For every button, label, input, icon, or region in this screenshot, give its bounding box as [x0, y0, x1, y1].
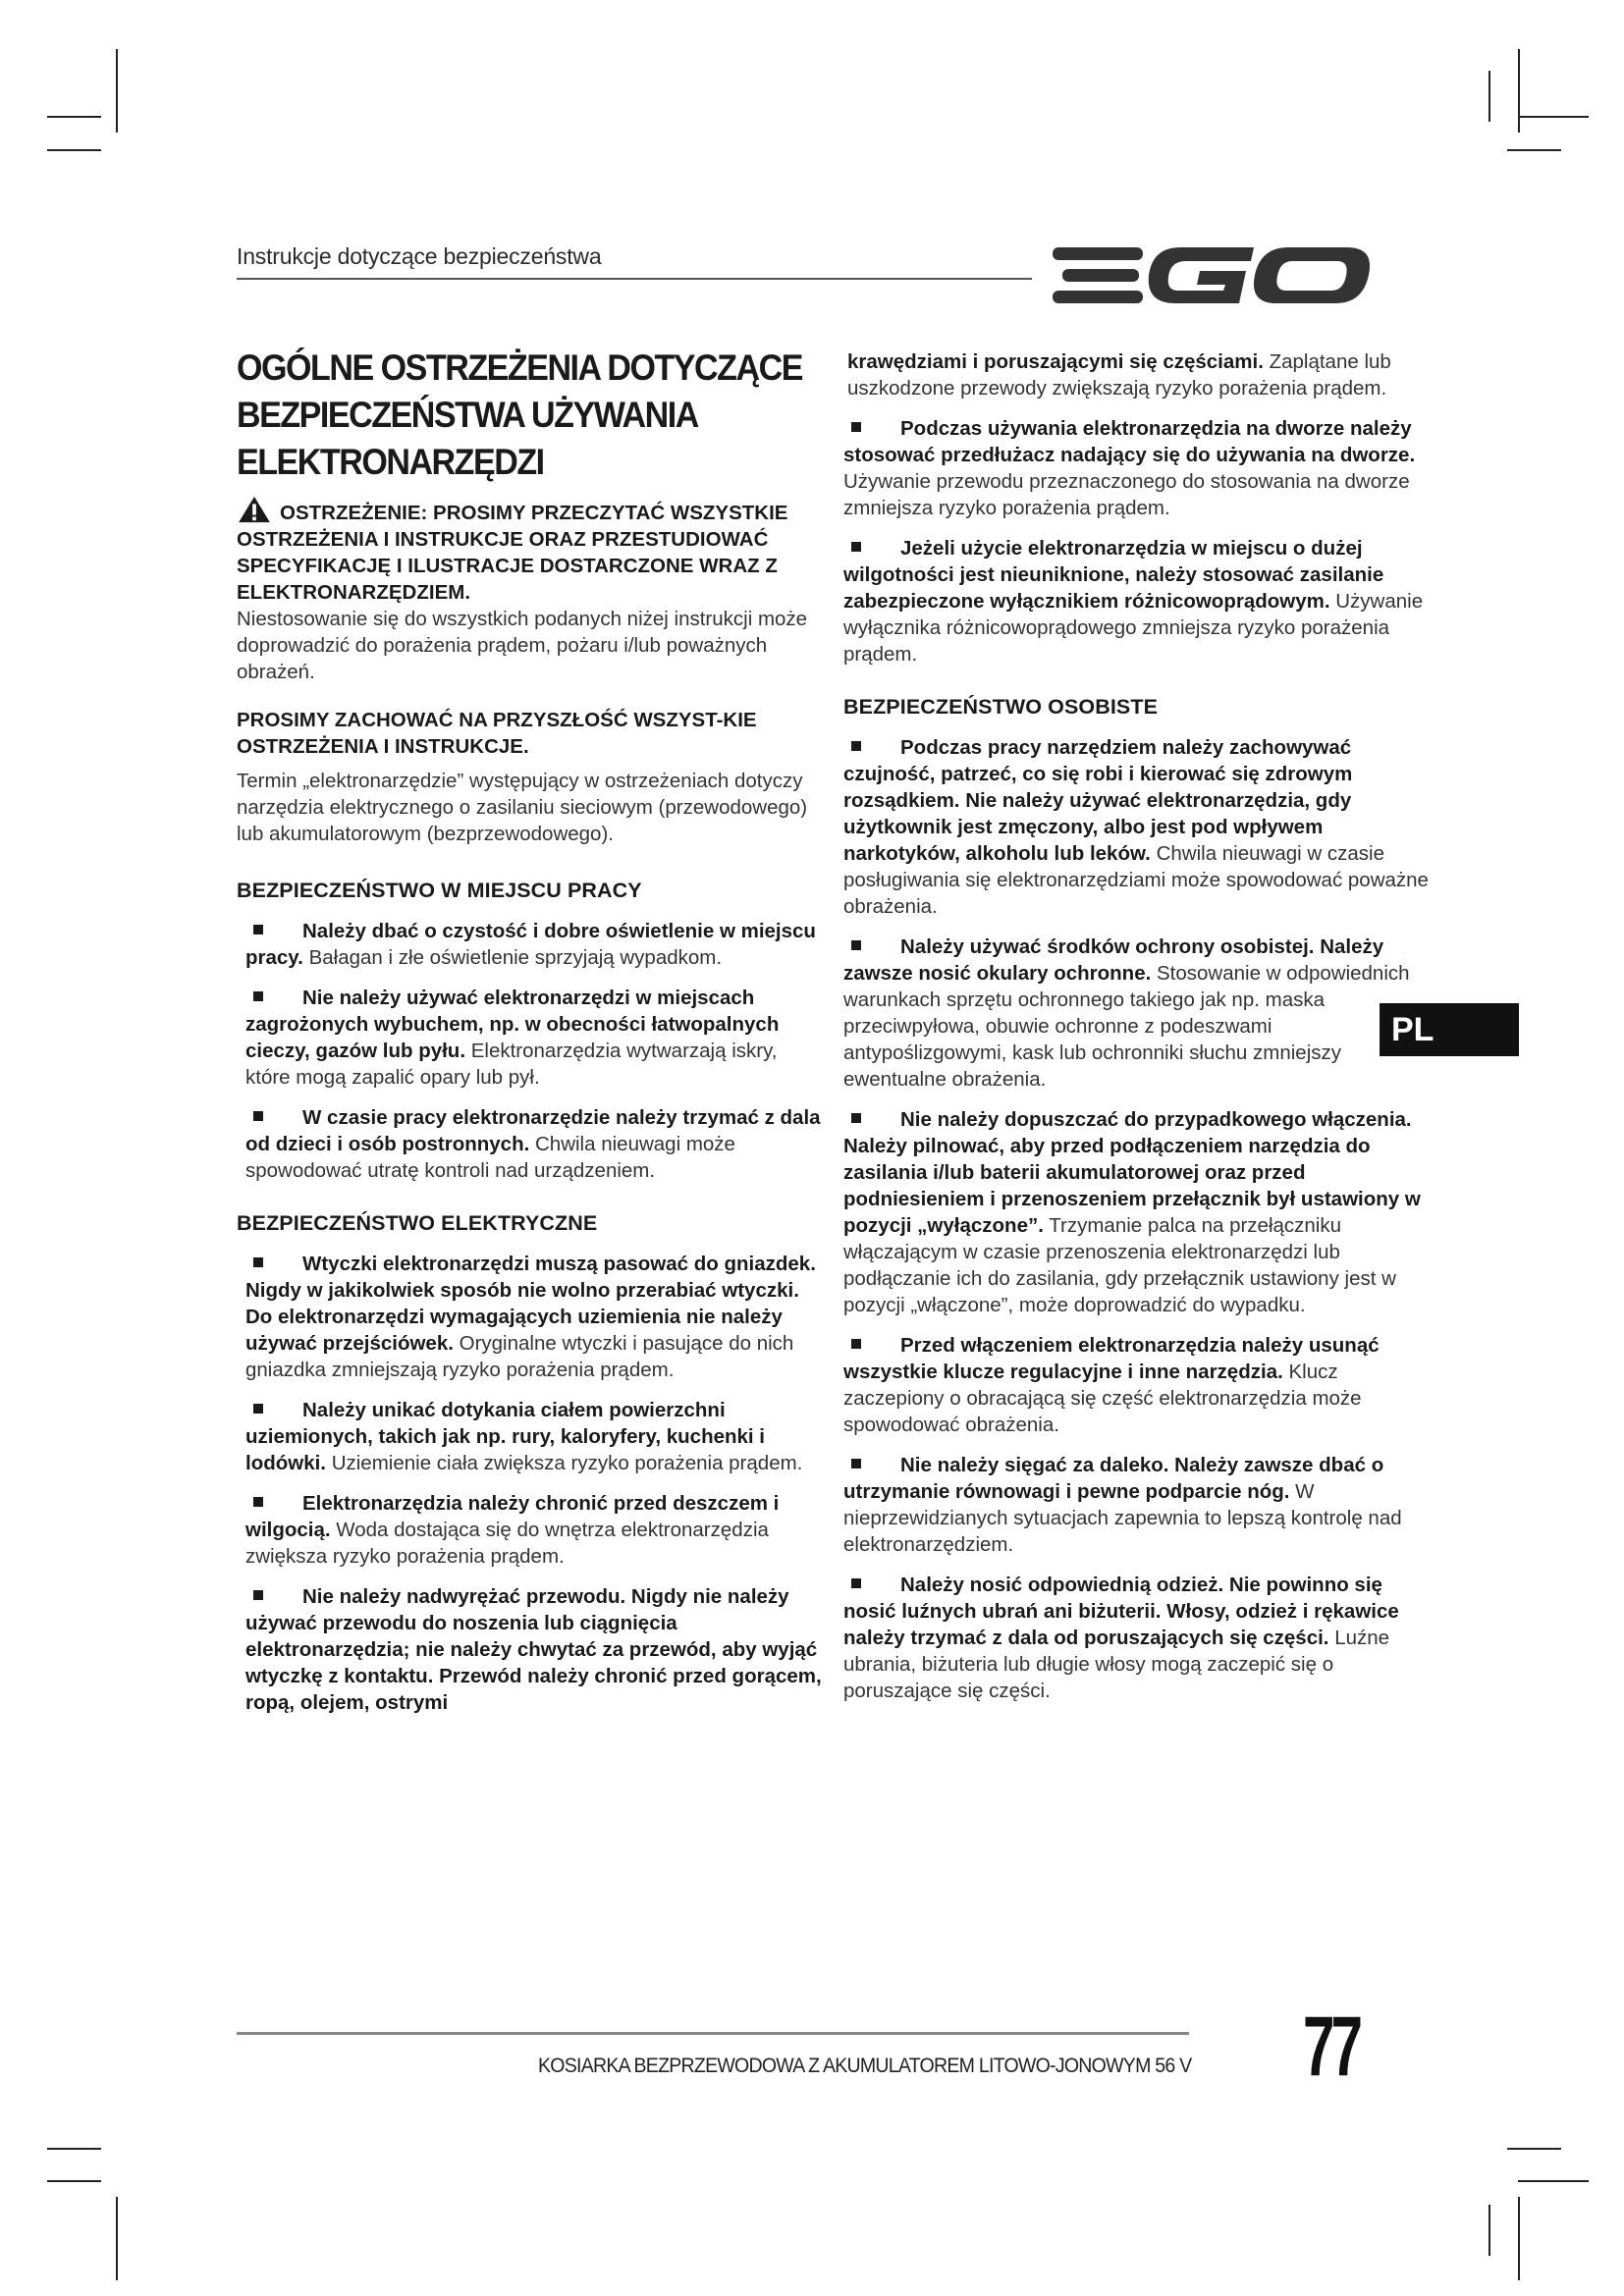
item-bold: Należy dbać o czystość i dobre oświetlenie w miejscu pracy.	[245, 920, 816, 969]
warning-body: Niestosowanie się do wszystkich podanych niżej instrukcji może doprowadzić do porażenia prądem, pożaru i/lub poważnych obrażeń.	[237, 608, 808, 683]
section-heading-personal: BEZPIECZEŃSTWO OSOBISTE	[843, 695, 1159, 719]
bullet-icon	[253, 991, 263, 1001]
keep-instructions-heading: PROSIMY ZACHOWAĆ NA PRZYSZŁOŚĆ WSZYST-KIE OSTRZEŻENIA I INSTRUKCJE.	[237, 709, 757, 758]
item-bold: Wtyczki elektronarzędzi muszą pasować do gniazdek. Nigdy w jakikolwiek sposób nie wolno przerabiać wtyczki. Do elektronarzędzi wymagających uziemienia nie należy używać przejściówek.	[245, 1253, 816, 1355]
list-item	[843, 415, 1433, 521]
continued-item	[847, 348, 1433, 401]
list-item	[843, 535, 1433, 667]
item-text: Luźne ubrania, biżuteria lub długie włosy mogą zaczepić się o poruszające się części.	[843, 1627, 1390, 1702]
bullet-icon	[253, 1404, 263, 1414]
crop-mark	[47, 116, 101, 118]
item-bold: Elektronarzędzia należy chronić przed deszczem i wilgocią.	[245, 1492, 780, 1541]
title-line: ELEKTRONARZĘDZI	[237, 442, 544, 482]
crop-mark	[1489, 71, 1490, 122]
bullet-icon	[253, 925, 263, 934]
item-bold: Nie należy sięgać za daleko. Należy zawsze dbać o utrzymanie równowagi i pewne podparcie nóg.	[843, 1454, 1384, 1503]
crop-mark	[1518, 2197, 1520, 2280]
footer-product-name: KOSIARKA BEZPRZEWODOWA Z AKUMULATOREM LITOWO-JONOWYM 56 V	[538, 2055, 1192, 2077]
item-bold: Należy unikać dotykania ciałem powierzchni uziemionych, takich jak np. rury, kaloryfery, kuchenki i lodówki.	[245, 1399, 766, 1474]
page-header-title: Instrukcje dotyczące bezpieczeństwa	[237, 243, 602, 269]
section-heading-work-area: BEZPIECZEŃSTWO W MIEJSCU PRACY	[237, 879, 642, 902]
list-item	[237, 985, 822, 1091]
crop-mark	[1518, 116, 1589, 118]
title-line: BEZPIECZEŃSTWA UŻYWANIA	[237, 395, 698, 435]
header-divider	[237, 278, 1032, 280]
crop-mark	[47, 2148, 101, 2150]
warning-block	[237, 496, 822, 685]
item-text: Chwila nieuwagi może spowodować utratę kontroli nad urządzeniem.	[245, 1133, 735, 1182]
title-line: OGÓLNE OSTRZEŻENIA DOTYCZĄCE	[237, 347, 802, 388]
item-bold: W czasie pracy elektronarzędzie należy trzymać z dala od dzieci i osób postronnych.	[245, 1106, 821, 1155]
item-text: Chwila nieuwagi w czasie posługiwania się elektronarzędziami może spowodować poważne obrażenia.	[843, 842, 1429, 918]
list-item	[237, 1397, 822, 1476]
warning-heading	[237, 496, 822, 606]
ego-logo-icon	[1053, 241, 1372, 310]
list-item	[843, 934, 1433, 1093]
item-text: Zaplątane lub uszkodzone przewody zwiększają ryzyko porażenia prądem.	[847, 350, 1391, 400]
item-text: Używanie przewodu przeznaczonego do stosowania na dworze zmniejsza ryzyko porażenia prądem.	[843, 470, 1410, 519]
bullet-icon	[253, 1590, 263, 1600]
item-text: Stosowanie w odpowiednich warunkach sprzętu ochronnego takiego jak np. maska przeciwpyłowa, obuwie ochronne z podeszwami antypoślizgowymi, kask lub ochronniki słuchu zmniejszy ewentualne obrażenia.	[843, 962, 1410, 1091]
item-text: Elektronarzędzia wytwarzają iskry, które mogą zapalić opary lub pył.	[245, 1040, 778, 1089]
left-column	[237, 339, 822, 1716]
item-bold: Nie należy używać elektronarzędzi w miejscach zagrożonych wybuchem, np. w obecności łatwopalnych cieczy, gazów lub pyłu.	[245, 987, 780, 1062]
term-definition: Termin „elektronarzędzie” występujący w ostrzeżeniach dotyczy narzędzia elektrycznego o zasilaniu sieciowym (przewodowego) lub akumulatorowym (bezprzewodowego).	[237, 770, 808, 845]
bullet-icon	[851, 1578, 861, 1588]
bullet-icon	[253, 1257, 263, 1267]
item-bold: Jeżeli użycie elektronarzędzia w miejscu o dużej wilgotności jest nieuniknione, należy stosować zasilanie zabezpieczone wyłącznikiem różnicowoprądowym.	[843, 537, 1384, 613]
bullet-icon	[851, 1113, 861, 1123]
crop-mark	[1518, 2180, 1589, 2182]
bullet-icon	[253, 1111, 263, 1121]
bullet-icon	[851, 940, 861, 950]
section-heading-electrical: BEZPIECZEŃSTWO ELEKTRYCZNE	[237, 1211, 598, 1235]
bullet-icon	[851, 422, 861, 432]
item-text: Woda dostająca się do wnętrza elektronarzędzia zwiększa ryzyko porażenia prądem.	[245, 1519, 769, 1568]
list-item	[843, 1332, 1433, 1438]
item-bold: krawędziami i poruszającymi się częściami.	[847, 350, 1264, 373]
language-tab: PL	[1380, 1003, 1519, 1056]
item-bold: Należy używać środków ochrony osobistej. Należy zawsze nosić okulary ochronne.	[843, 935, 1384, 985]
crop-mark	[47, 149, 101, 151]
item-bold: Podczas pracy narzędziem należy zachowywać czujność, patrzeć, co się robi i kierować się zdrowym rozsądkiem. Nie należy używać elektronarzędzia, gdy użytkownik jest zmęczony, albo jest pod wpływem narkotyków, alkoholu lub leków.	[843, 736, 1353, 865]
list-item	[237, 1251, 822, 1383]
item-text: Klucz zaczepiony o obracającą się część elektronarzędzia może spowodować obrażenia.	[843, 1361, 1362, 1436]
item-bold: Należy nosić odpowiednią odzież. Nie powinno się nosić luźnych ubrań ani biżuterii. Włosy, odzież i rękawice należy trzymać z dala od poruszających się części.	[843, 1574, 1399, 1649]
crop-mark	[47, 2180, 101, 2182]
warning-triangle-icon	[237, 496, 272, 523]
list-item	[843, 1106, 1433, 1318]
page-number: 77	[1303, 2000, 1359, 2094]
list-item	[237, 1104, 822, 1184]
item-bold: Podczas używania elektronarzędzia na dworze należy stosować przedłużacz nadający się do używania na dworze.	[843, 417, 1416, 466]
item-text: Używanie wyłącznika różnicowoprądowego zmniejsza ryzyko porażenia prądem.	[843, 590, 1424, 666]
bullet-icon	[851, 741, 861, 751]
list-item	[237, 918, 822, 971]
list-item	[843, 1572, 1433, 1704]
list-item	[237, 1583, 822, 1716]
list-item	[237, 1490, 822, 1570]
bullet-icon	[851, 1339, 861, 1349]
item-text: Uziemienie ciała zwiększa ryzyko porażenia prądem.	[326, 1452, 803, 1474]
crop-mark	[116, 49, 118, 133]
crop-mark	[1489, 2205, 1490, 2256]
crop-mark	[1518, 49, 1520, 133]
item-text: W nieprzewidzianych sytuacjach zapewnia to lepszą kontrolę nad elektronarzędziem.	[843, 1480, 1402, 1556]
list-item	[843, 1452, 1433, 1558]
crop-mark	[116, 2197, 118, 2280]
item-bold: Nie należy nadwyrężać przewodu. Nigdy nie należy używać przewodu do noszenia lub ciągnięcia elektronarzędzia; nie należy chwytać za przewód, aby wyjąć wtyczkę z kontaktu. Przewód należy chronić przed gorącem, ropą, olejem, ostrymi	[245, 1585, 822, 1714]
item-text: Trzymanie palca na przełączniku włączającym w czasie przenoszenia elektronarzędzi lub podłączanie ich do zasilania, gdy przełącznik ustawiony jest w pozycji „włączone”, może doprowadzić do wypadku.	[843, 1214, 1396, 1316]
item-text: Oryginalne wtyczki i pasujące do nich gniazdka zmniejszają ryzyko porażenia prądem.	[245, 1332, 794, 1381]
crop-mark	[1507, 2148, 1561, 2150]
bullet-icon	[851, 542, 861, 552]
item-bold: Nie należy dopuszczać do przypadkowego włączenia. Należy pilnować, aby przed podłączeniem narzędzia do zasilania i/lub baterii akumulatorowej oraz przed podniesieniem i przenoszeniem przełącznik był ustawiony w pozycji „wyłączone”.	[843, 1108, 1421, 1237]
bullet-icon	[851, 1459, 861, 1468]
item-bold: Przed włączeniem elektronarzędzia należy usunąć wszystkie klucze regulacyjne i inne narzędzia.	[843, 1334, 1380, 1383]
right-column	[843, 348, 1433, 1704]
crop-mark	[1507, 149, 1561, 151]
page-title	[237, 345, 815, 486]
item-text: Bałagan i złe oświetlenie sprzyjają wypadkom.	[302, 946, 723, 969]
bullet-icon	[253, 1497, 263, 1507]
list-item	[843, 734, 1433, 920]
footer-divider	[237, 2032, 1189, 2035]
warning-heading-text: OSTRZEŻENIE: PROSIMY PRZECZYTAĆ WSZYSTKIE OSTRZEŻENIA I INSTRUKCJE ORAZ PRZESTUDIOWAĆ SPECYFIKACJĘ I ILUSTRACJE DOSTARCZONE WRAZ Z ELEKTRONARZĘDZIEM.	[237, 502, 788, 604]
